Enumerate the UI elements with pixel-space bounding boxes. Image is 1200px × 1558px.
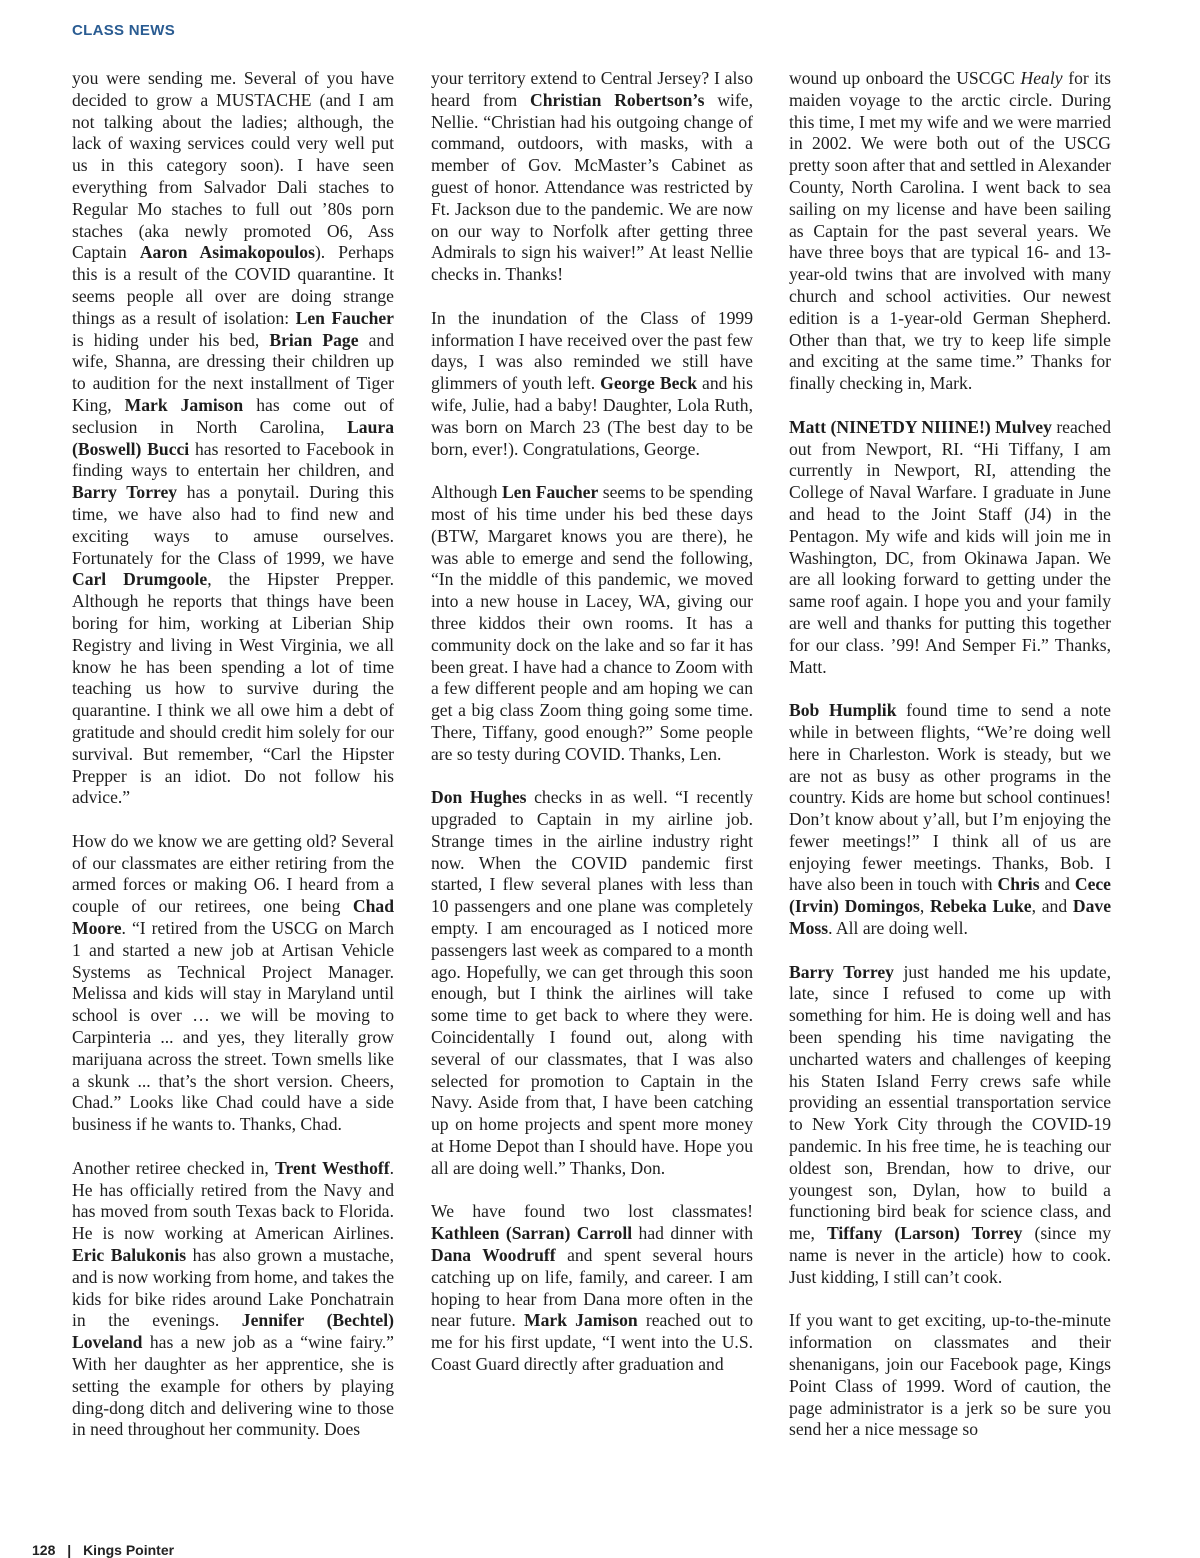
article-column-1 (72, 68, 394, 1463)
classmate-name: Bob Humplik (789, 700, 897, 721)
article-column-3 (789, 68, 1111, 1463)
paragraph-text: found time to send a note while in between flights, “We’re doing well here in Charleston. Work is steady, but we are not as busy as other programs in the country. Kids are home but school continues! Don’t know about y’all, but I’m enjoying the fewer meetings!” I think all of us are enjoying fewer meetings. Thanks, Bob. I have also been in touch with (789, 700, 1111, 895)
article-paragraph (72, 831, 394, 1136)
publication-name: Kings Pointer (83, 1542, 175, 1558)
classmate-name: Cece (Irvin) Domingos (789, 874, 1111, 917)
paragraph-text: has a ponytail. During this time, we have also had to find new and exciting ways to amuse ourselves. Fortunately for the Class of 1999, we have (72, 482, 394, 568)
paragraph-text: , the Hipster Prepper. Although he reports that things have been boring for him, working at Liberian Ship Registry and living in West Virginia, we all know he has been spending a lot of time teaching us how to survive during the quarantine. I think we all owe him a debt of gratitude and should credit him solely for our survival. But remember, “Carl the Hipster Prepper is an idiot. Do not follow his advice.” (72, 569, 394, 808)
classmate-name: Brian Page (269, 329, 359, 350)
paragraph-text: How do we know we are getting old? Several of our classmates are either retiring from the armed forces or making O6. I heard from a couple of our retirees, one being (72, 830, 394, 917)
paragraph-text: . All are doing well. (828, 918, 968, 939)
article-paragraph (431, 787, 753, 1179)
paragraph-text: and his wife, Julie, had a baby! Daughter, Lola Ruth, was born on March 23 (The best day to be born, ever!). Congratulations, George. (431, 373, 753, 459)
classmate-name: Jennifer (Bechtel) Loveland (72, 1310, 394, 1353)
footer-separator: | (67, 1542, 72, 1558)
classmate-name: Matt (NINETDY NIIINE!) Mulvey (789, 416, 1052, 437)
paragraph-text: just handed me his update, late, since I refused to come up with something for him. He is doing well and has been spending his time navigating the uncharted waters and challenges of keeping his Staten Island Ferry crews safe while providing an essential transportation service to New York City through the COVID-19 pandemic. In his free time, he is teaching our oldest son, Brendan, how to drive, our youngest son, Dylan, how to build a functioning bird beak for science class, and me, (789, 961, 1111, 1244)
paragraph-text: reached out from Newport, RI. “Hi Tiffany, I am currently in Newport, RI, attending the College of Naval Warfare. I graduate in June and head to the Joint Staff (J4) in the Pentagon. My wife and kids will join me in Washington, DC, from Okinawa Japan. We are all looking forward to getting under the same roof again. I hope you and your family are well and thanks for putting this together for our class. ’99! And Semper Fi.” Thanks, Matt. (789, 416, 1112, 677)
section-header: CLASS NEWS (72, 22, 176, 39)
article-paragraph (431, 308, 753, 461)
paragraph-text: Another retiree checked in, (72, 1157, 275, 1178)
classmate-name: Dave Moss (789, 896, 1112, 939)
article-paragraph (789, 700, 1111, 940)
classmate-name: Chad Moore (72, 896, 394, 939)
article-paragraph (789, 962, 1111, 1289)
paragraph-text: has a new job as a “wine fairy.” With her daughter as her apprentice, she is setting the example for others by playing ding-dong ditch and delivering wine to those in need throughout her community. Does (72, 1332, 394, 1440)
page-footer (32, 1542, 174, 1558)
paragraph-text: , (919, 896, 931, 917)
paragraph-text: wife, Nellie. “Christian had his outgoing change of command, outdoors, with masks, with a member of Gov. McMaster’s Cabinet as guest of honor. Attendance was restricted by Ft. Jackson due to the pandemic. We are now on our way to Norfolk after getting three Admirals to sign his waiver!” At least Nellie checks in. Thanks! (431, 89, 753, 285)
paragraph-text: you were sending me. Several of you have decided to grow a MUSTACHE (and I am not talking about the ladies; although, the lack of waxing services could very well put us in this category soon). I have seen everything from Salvador Dali staches to Regular Mo staches to full out ’80s porn staches (aka newly promoted O6, Ass Captain (72, 68, 394, 263)
article-paragraph (789, 1310, 1111, 1441)
classmate-name: Don Hughes (431, 787, 527, 808)
ship-name: Healy (1020, 68, 1063, 88)
paragraph-text: , and (1031, 896, 1073, 917)
classmate-name: Mark Jamison (124, 394, 244, 415)
classmate-name: Mark Jamison (523, 1310, 638, 1331)
classmate-name: Kathleen (Sarran) Carroll (431, 1223, 633, 1244)
paragraph-text: and wife, Shanna, are dressing their children up to audition for the next installment of Tiger King, (72, 329, 394, 415)
article-paragraph (789, 417, 1111, 679)
paragraph-text: seems to be spending most of his time under his bed these days (BTW, Margaret knows you are there), he was able to emerge and send the following, “In the middle of this pandemic, we moved into a new house in Lacey, WA, giving our three kiddos their own rooms. It has a community dock on the lake and so far it has been great. I have had a chance to Zoom with a few different people and am hoping we can get a big class Zoom thing going some time. There, Tiffany, good enough?” Some people are so testy during COVID. Thanks, Len. (431, 482, 753, 764)
paragraph-text: has come out of seclusion in North Carolina, (72, 394, 394, 437)
paragraph-text: is hiding under his bed, (72, 329, 270, 350)
paragraph-text: Although (431, 482, 502, 503)
classmate-name: Len Faucher (501, 482, 599, 503)
article-paragraph (72, 68, 394, 809)
page-number: 128 (32, 1542, 56, 1558)
classmate-name: Laura (Boswell) Bucci (72, 416, 394, 459)
paragraph-text: . He has officially retired from the Navy and has moved from south Texas back to Florida. He is now working at American Airlines. (72, 1157, 394, 1244)
article-paragraph (431, 482, 753, 765)
classmate-name: Chris (997, 874, 1040, 895)
classmate-name: Barry Torrey (72, 482, 178, 503)
classmate-name: Tiffany (Larson) Torrey (826, 1223, 1023, 1244)
classmate-name: Carl Drumgoole (72, 569, 208, 590)
classmate-name: Dana Woodruff (431, 1245, 556, 1266)
article-paragraph (789, 68, 1111, 395)
article-paragraph (431, 1201, 753, 1375)
classmate-name: Barry Torrey (789, 961, 894, 982)
classmate-name: Christian Robertson’s (530, 89, 705, 110)
classmate-name: Eric Balukonis (72, 1245, 187, 1266)
classmate-name: Trent Westhoff (274, 1157, 390, 1178)
paragraph-text: had dinner with (632, 1223, 753, 1244)
paragraph-text: and (1039, 874, 1075, 895)
paragraph-text: has resorted to Facebook in finding ways to entertain her children, and (72, 438, 394, 481)
classmate-name: George Beck (600, 373, 698, 394)
article-column-2 (431, 68, 753, 1398)
paragraph-text: ). Perhaps this is a result of the COVID quarantine. It seems people all over are doing strange things as a result of isolation: (72, 242, 395, 328)
paragraph-text: and spent several hours catching up on life, family, and career. I am hoping to hear from Dana more often in the near future. (431, 1245, 753, 1331)
paragraph-text: wound up onboard the USCGC (789, 68, 1021, 88)
paragraph-text: checks in as well. “I recently upgraded to Captain in my airline job. Strange times in the airline industry right now. When the COVID pandemic first started, I flew several planes with less than 10 passengers and one plane was completely empty. I am encouraged as I noticed more passengers last week as compared to a month ago. Hopefully, we can get through this soon enough, but I think the airlines will take some time to get back to where they were. Coincidentally I found out, along with several of our classmates, that I was also selected for promotion to Captain in the Navy. Aside from that, I have been catching up on home projects and spent more money at Home Depot than I should have. Hope you all are doing well.” Thanks, Don. (431, 787, 753, 1178)
paragraph-text: In the inundation of the Class of 1999 information I have received over the past few days, I was also reminded we still have glimmers of youth left. (431, 307, 753, 394)
classmate-name: Len Faucher (295, 307, 394, 328)
paragraph-text: We have found two lost classmates! (431, 1201, 753, 1222)
paragraph-text: . “I retired from the USCG on March 1 and started a new job at Artisan Vehicle Systems as Technical Project Manager. Melissa and kids will stay in Maryland until school is over … we will be moving to Carpinteria ... and yes, they literally grow marijuana across the street. Town smells like a skunk ... that’s the short version. Cheers, Chad.” Looks like Chad could have a side business if he wants to. Thanks, Chad. (72, 918, 394, 1135)
paragraph-text: (since my name is never in the article) how to cook. Just kidding, I still can’t cook. (789, 1223, 1111, 1287)
article-paragraph (72, 1158, 394, 1441)
paragraph-text: has also grown a mustache, and is now working from home, and takes the kids for bike rides around Lake Ponchatrain in the evenings. (72, 1245, 394, 1331)
classmate-name: Rebeka Luke (930, 896, 1032, 917)
article-paragraph (431, 68, 753, 286)
classmate-name: Aaron Asimakopoulos (139, 242, 315, 263)
paragraph-text: reached out to me for his first update, “I went into the U.S. Coast Guard directly after graduation and (431, 1310, 753, 1375)
paragraph-text: If you want to get exciting, up-to-the-minute information on classmates and their shenanigans, join our Facebook page, Kings Point Class of 1999. Word of caution, the page administrator is a jerk so be sure you send her a nice message so (789, 1310, 1111, 1440)
paragraph-text: your territory extend to Central Jersey? I also heard from (431, 68, 753, 110)
paragraph-text: for its maiden voyage to the arctic circle. During this time, I met my wife and we were married in 2002. We were both out of the USCG pretty soon after that and settled in Alexander County, North Carolina. I went back to sea sailing on my license and have been sailing as Captain for the past several years. We have three boys that are typical 16- and 13-year-old twins that are involved with many church and school activities. Our newest edition is a 1-year-old German Shepherd. Other than that, we try to keep life simple and exciting at the same time.” Thanks for finally checking in, Mark. (789, 68, 1111, 394)
